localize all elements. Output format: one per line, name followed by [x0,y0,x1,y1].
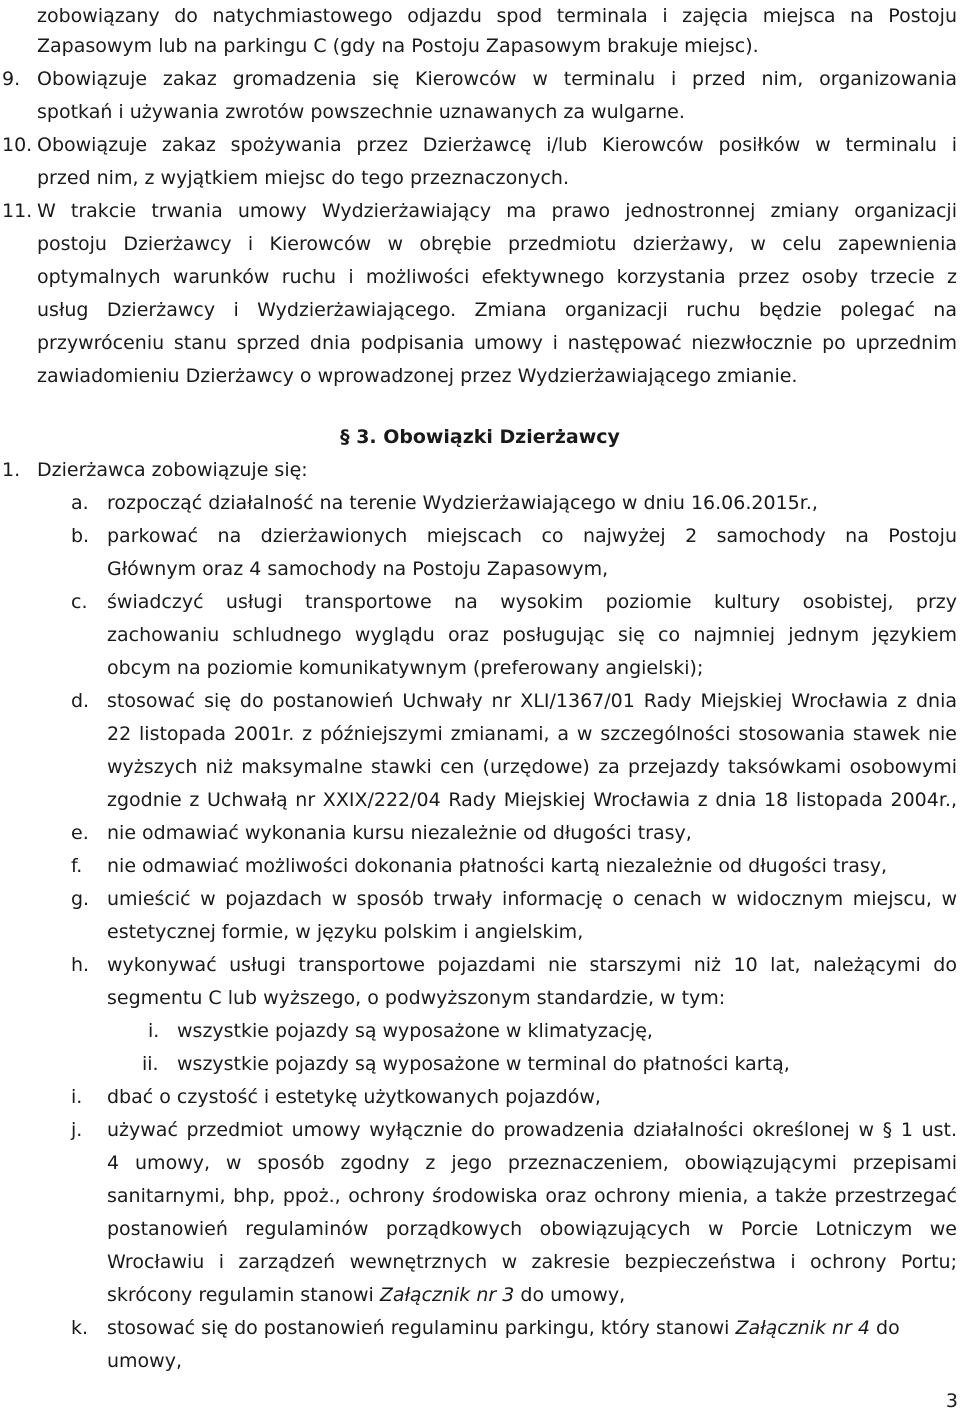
item-letter: c. [71,591,88,613]
paragraph-line: W trakcie trwania umowy Wydzierżawiający ma prawo jednostronnej zmiany organizacji [37,200,957,222]
list-item-line: dbać o czystość i estetykę użytkowanych pojazdów, [107,1086,601,1108]
list-item-line: parkować na dzierżawionych miejscach co najwyżej 2 samochody na Postoju [107,525,957,547]
list-item-line: używać przedmiot umowy wyłącznie do prowadzenia działalności określonej w § 1 ust. [107,1119,957,1141]
item-number: 10. [2,134,33,156]
list-item-line: umowy, [107,1350,182,1372]
item-letter: a. [71,492,89,514]
paragraph-line: przed nim, z wyjątkiem miejsc do tego przeznaczonych. [37,167,570,189]
item-letter: d. [71,690,90,712]
list-item-line: nie odmawiać możliwości dokonania płatności kartą niezależnie od długości trasy, [107,855,888,877]
list-item-line: rozpocząć działalność na terenie Wydzierżawiającego w dniu 16.06.2015r., [107,492,818,514]
subitem-text: wszystkie pojazdy są wyposażone w terminal do płatności kartą, [177,1053,790,1075]
list-item-line: zgodnie z Uchwałą nr XXIX/222/04 Rady Miejskiej Wrocławia z dnia 18 listopada 2004r., [107,789,957,811]
text-span: do umowy, [514,1284,626,1306]
paragraph-line: przywróceniu stanu sprzed dnia podpisania umowy i następować niezwłocznie po uprzednim [37,332,957,354]
text-span: do [870,1317,900,1339]
list-item-line: sanitarnymi, bhp, ppoż., ochrony środowiska oraz ochrony mienia, a także przestrzegać [107,1185,957,1207]
page-number: 3 [945,1390,958,1412]
item-letter: e. [71,822,89,844]
text-span: skrócony regulamin stanowi [107,1284,380,1306]
paragraph-line: usług Dzierżawcy i Wydzierżawiającego. Zmiana organizacji ruchu będzie polegać na [37,299,957,321]
paragraph-line: postoju Dzierżawcy i Kierowców w obrębie przedmiotu dzierżawy, w celu zapewnienia [37,233,957,255]
intro-text: Dzierżawca zobowiązuje się: [37,459,308,481]
item-number: 1. [2,459,21,481]
list-item-line: wykonywać usługi transportowe pojazdami nie starszymi niż 10 lat, należącymi do [107,954,957,976]
list-item-line: 22 listopada 2001r. z późniejszymi zmianami, a w szczególności stosowania stawek nie [107,723,957,745]
list-item-line: zachowaniu schludnego wyglądu oraz posługując się co najmniej jednym językiem [107,624,957,646]
list-item-line: nie odmawiać wykonania kursu niezależnie od długości trasy, [107,822,692,844]
list-item-line [107,1312,900,1345]
paragraph-line: zobowiązany do natychmiastowego odjazdu spod terminala i zajęcia miejsca na Postoju [37,5,957,27]
list-item-line: segmentu C lub wyższego, o podwyższonym standardzie, w tym: [107,987,726,1009]
paragraph-line: zawiadomieniu Dzierżawcy o wprowadzonej przez Wydzierżawiającego zmianie. [37,365,798,387]
item-letter: b. [71,525,90,547]
list-item-line: estetycznej formie, w języku polskim i angielskim, [107,921,584,943]
item-number: 11. [2,200,33,222]
item-letter: g. [71,888,90,910]
list-item-line: obcym na poziomie komunikatywnym (preferowany angielski); [107,657,704,679]
list-item-line: 4 umowy, w sposób zgodny z jego przeznaczeniem, obowiązującymi przepisami [107,1152,957,1174]
subitem-numeral: i. [148,1020,160,1042]
paragraph-line: Zapasowym lub na parkingu C (gdy na Postoju Zapasowym brakuje miejsc). [37,35,759,57]
item-number: 9. [2,68,21,90]
item-letter: h. [71,954,90,976]
subitem-text: wszystkie pojazdy są wyposażone w klimatyzację, [177,1020,653,1042]
list-item-line: świadczyć usługi transportowe na wysokim poziomie kultury osobistej, przy [107,591,957,613]
subitem-numeral: ii. [142,1053,159,1075]
list-item-line: Wrocławiu i zarządzeń wewnętrznych w zakresie bezpieczeństwa i ochrony Portu; [107,1251,957,1273]
item-letter: i. [71,1086,83,1108]
list-item-line: Głównym oraz 4 samochody na Postoju Zapasowym, [107,558,609,580]
list-item-line: umieścić w pojazdach w sposób trwały informację o cenach w widocznym miejscu, w [107,888,957,910]
list-item-line [107,1279,625,1312]
paragraph-line: Obowiązuje zakaz gromadzenia się Kierowców w terminalu i przed nim, organizowania [37,68,957,90]
list-item-line: wyższych niż maksymalne stawki cen (urzędowe) za przejazdy taksówkami osobowymi [107,756,957,778]
attachment-reference: Załącznik nr 4 [735,1317,870,1339]
list-item-line: postanowień regulaminów porządkowych obowiązujących w Porcie Lotniczym we [107,1218,957,1240]
paragraph-line: Obowiązuje zakaz spożywania przez Dzierżawcę i/lub Kierowców posiłków w terminalu i [37,134,957,156]
item-letter: k. [71,1317,89,1339]
text-span: stosować się do postanowień regulaminu parkingu, który stanowi [107,1317,736,1339]
section-heading: § 3. Obowiązki Dzierżawcy [340,426,620,448]
paragraph-line: optymalnych warunków ruchu i możliwości efektywnego korzystania przez osoby trzecie z [37,266,957,288]
item-letter: j. [71,1119,83,1141]
attachment-reference: Załącznik nr 3 [379,1284,515,1306]
paragraph-line: spotkań i używania zwrotów powszechnie uznawanych za wulgarne. [37,101,685,123]
list-item-line: stosować się do postanowień Uchwały nr XLI/1367/01 Rady Miejskiej Wrocławia z dnia [107,690,957,712]
item-letter: f. [71,855,83,877]
